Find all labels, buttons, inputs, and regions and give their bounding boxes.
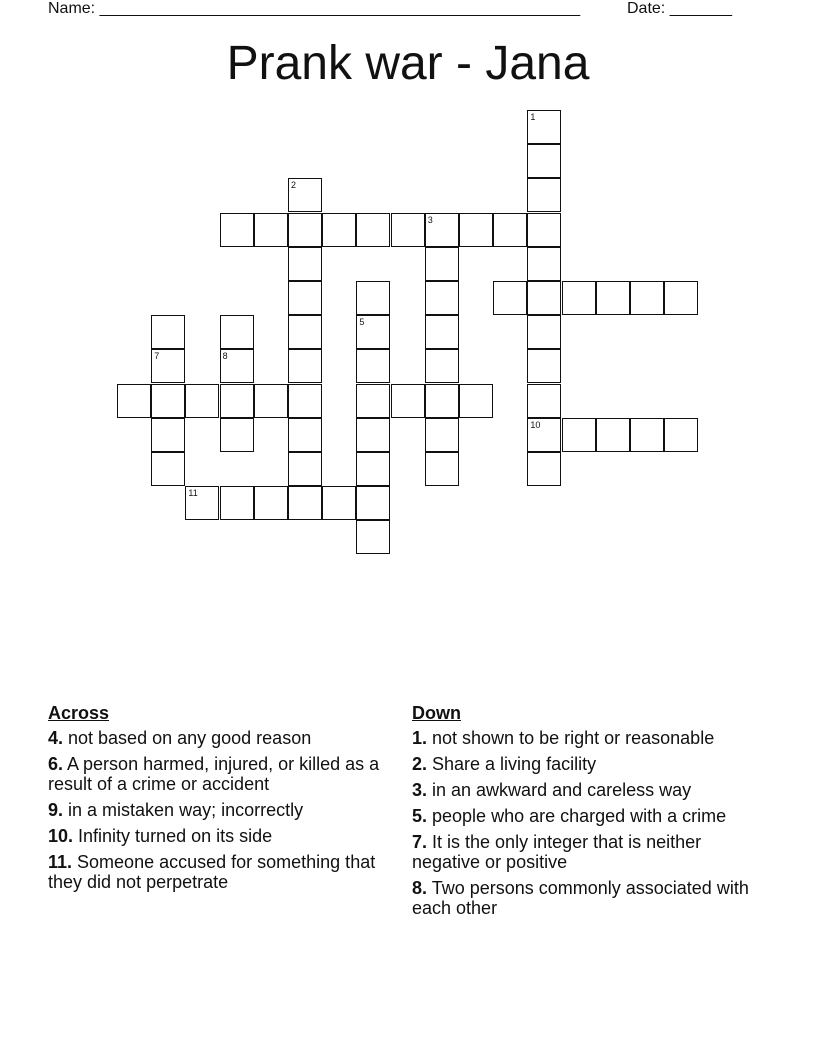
grid-cell[interactable] [527, 384, 561, 418]
clue-number: 1. [412, 728, 428, 748]
clue-text: in a mistaken way; incorrectly [63, 800, 304, 820]
grid-cell[interactable] [288, 213, 322, 247]
grid-cell[interactable] [527, 213, 561, 247]
clue-number: 3. [412, 780, 428, 800]
clue-number-label: 5 [359, 317, 365, 328]
grid-cell[interactable] [425, 384, 459, 418]
grid-cell[interactable] [356, 486, 390, 520]
grid-cell[interactable] [356, 452, 390, 486]
grid-cell[interactable] [356, 281, 390, 315]
down-clues [412, 703, 762, 924]
clue-text: not shown to be right or reasonable [427, 728, 715, 748]
grid-cell[interactable] [425, 213, 459, 247]
clue-text: Someone accused for something that they did not perpetrate [48, 852, 376, 892]
grid-cell[interactable] [527, 452, 561, 486]
down-clue [412, 754, 762, 774]
grid-cell[interactable] [527, 144, 561, 178]
name-field-line: Name: ______________________________________________________ [48, 0, 581, 17]
grid-cell[interactable] [527, 281, 561, 315]
down-clue [412, 806, 762, 826]
clue-number: 9. [48, 800, 64, 820]
grid-cell[interactable] [288, 281, 322, 315]
grid-cell[interactable] [254, 384, 288, 418]
grid-cell[interactable] [288, 418, 322, 452]
clue-number: 6. [48, 754, 64, 774]
grid-cell[interactable] [425, 315, 459, 349]
across-clue [48, 728, 393, 748]
clue-number-label: 11 [188, 488, 198, 499]
grid-cell[interactable] [254, 486, 288, 520]
grid-cell[interactable] [493, 213, 527, 247]
clue-number: 8. [412, 878, 428, 898]
clue-number-label: 3 [427, 214, 433, 225]
clue-number: 11. [48, 852, 73, 872]
grid-cell[interactable] [425, 452, 459, 486]
down-clue [412, 832, 762, 872]
grid-cell[interactable] [493, 281, 527, 315]
grid-cell[interactable] [425, 247, 459, 281]
grid-cell[interactable] [664, 418, 698, 452]
grid-cell[interactable] [425, 418, 459, 452]
clue-text: people who are charged with a crime [427, 806, 727, 826]
grid-cell[interactable] [185, 384, 219, 418]
grid-cell[interactable] [220, 349, 254, 383]
puzzle-title: Prank war - Jana [226, 37, 590, 90]
grid-cell[interactable] [185, 486, 219, 520]
grid-cell[interactable] [151, 384, 185, 418]
grid-cell[interactable] [356, 315, 390, 349]
clue-number: 7. [412, 832, 428, 852]
clue-text: not based on any good reason [63, 728, 312, 748]
grid-cell[interactable] [356, 213, 390, 247]
clue-text: Share a living facility [427, 754, 597, 774]
clue-number-label: 8 [222, 351, 228, 362]
grid-cell[interactable] [527, 178, 561, 212]
grid-cell[interactable] [151, 418, 185, 452]
clue-number: 4. [48, 728, 64, 748]
grid-cell[interactable] [391, 384, 425, 418]
down-clue [412, 780, 762, 800]
grid-cell[interactable] [596, 418, 630, 452]
grid-cell[interactable] [322, 213, 356, 247]
grid-cell[interactable] [288, 178, 322, 212]
clue-number-label: 1 [530, 112, 536, 122]
grid-cell[interactable] [356, 418, 390, 452]
grid-cell[interactable] [151, 452, 185, 486]
grid-cell[interactable] [254, 213, 288, 247]
grid-cell[interactable] [664, 281, 698, 315]
grid-cell[interactable] [562, 418, 596, 452]
grid-cell[interactable] [220, 418, 254, 452]
across-clue [48, 800, 393, 820]
clue-text: Two persons commonly associated with each other [412, 878, 749, 918]
down-clue [412, 728, 762, 748]
grid-cell[interactable] [151, 349, 185, 383]
grid-cell[interactable] [527, 315, 561, 349]
clue-text: Infinity turned on its side [73, 826, 273, 846]
grid-cell[interactable] [527, 110, 561, 144]
grid-cell[interactable] [562, 281, 596, 315]
across-clues [48, 703, 393, 898]
grid-cell[interactable] [288, 384, 322, 418]
grid-cell[interactable] [356, 520, 390, 554]
grid-cell[interactable] [630, 418, 664, 452]
grid-cell[interactable] [151, 315, 185, 349]
clue-text: It is the only integer that is neither negative or positive [412, 832, 702, 872]
grid-cell[interactable] [527, 418, 561, 452]
grid-cell[interactable] [220, 384, 254, 418]
clue-text: in an awkward and careless way [427, 780, 692, 800]
clue-number-label: 2 [291, 180, 297, 191]
grid-cell[interactable] [220, 315, 254, 349]
date-field-line: Date: _______ [627, 0, 732, 17]
grid-cell[interactable] [391, 213, 425, 247]
clue-text: A person harmed, injured, or killed as a result of a crime or accident [48, 754, 380, 794]
down-clue [412, 878, 762, 918]
grid-cell[interactable] [356, 384, 390, 418]
grid-cell[interactable] [356, 349, 390, 383]
grid-cell[interactable] [288, 315, 322, 349]
grid-cell[interactable] [425, 349, 459, 383]
grid-cell[interactable] [117, 384, 151, 418]
clue-number: 2. [412, 754, 428, 774]
grid-cell[interactable] [459, 384, 493, 418]
clue-number: 5. [412, 806, 428, 826]
across-heading: Across [48, 703, 110, 723]
grid-cell[interactable] [527, 349, 561, 383]
grid-cell[interactable] [220, 486, 254, 520]
grid-cell[interactable] [220, 213, 254, 247]
across-clue [48, 754, 393, 794]
clue-number-label: 10 [530, 419, 541, 430]
grid-cell[interactable] [288, 247, 322, 281]
grid-cell[interactable] [288, 452, 322, 486]
down-heading: Down [412, 703, 461, 723]
grid-cell[interactable] [288, 486, 322, 520]
grid-cell[interactable] [527, 247, 561, 281]
across-clue [48, 826, 393, 846]
clue-number-label: 7 [154, 351, 160, 362]
grid-cell[interactable] [425, 281, 459, 315]
grid-cell[interactable] [630, 281, 664, 315]
grid-cell[interactable] [322, 486, 356, 520]
grid-cell[interactable] [288, 349, 322, 383]
across-clue [48, 852, 393, 892]
grid-cell[interactable] [459, 213, 493, 247]
grid-cell[interactable] [596, 281, 630, 315]
clue-number: 10. [48, 826, 74, 846]
